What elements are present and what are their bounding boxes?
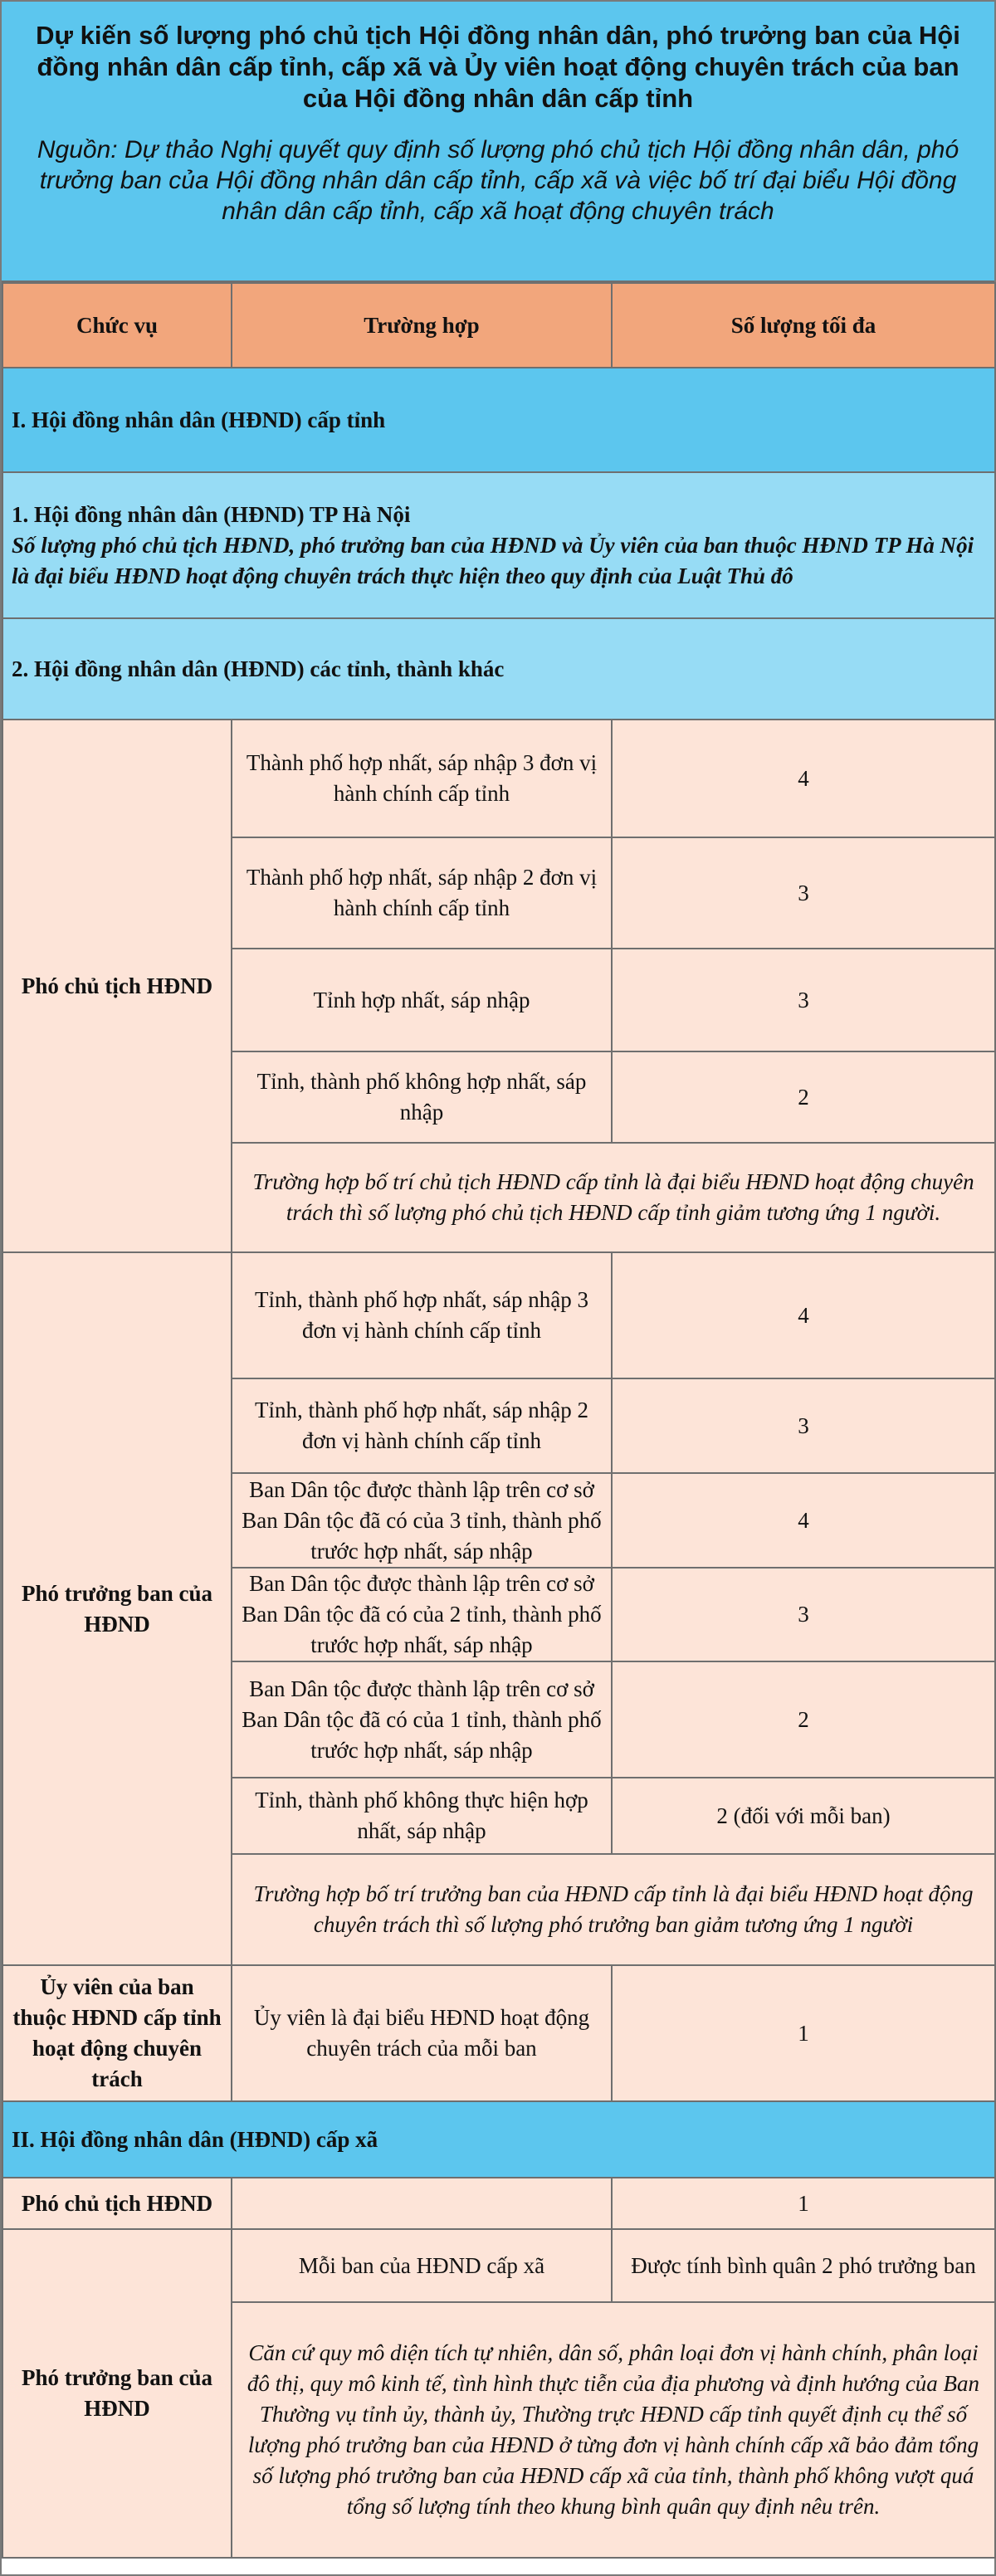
max-cell: 3: [612, 1378, 995, 1473]
role-cell: Phó trưởng ban của HĐND: [2, 1252, 232, 1965]
page-title: Dự kiến số lượng phó chủ tịch Hội đồng nhân dân, phó trưởng ban của Hội đồng nhân dân cấp tỉnh, cấp xã và Ủy viên hoạt động chuyên trách của ban của Hội đồng nhân dân cấp tỉnh: [36, 21, 960, 113]
subsection-hanoi: [2, 472, 995, 618]
note-cell: Trường hợp bố trí chủ tịch HĐND cấp tỉnh là đại biểu HĐND hoạt động chuyên trách thì số lượng phó chủ tịch HĐND cấp tỉnh giảm tương ứng 1 người.: [232, 1143, 995, 1252]
subsection-title: 1. Hội đồng nhân dân (HĐND) TP Hà Nội: [12, 501, 411, 527]
case-cell: Ban Dân tộc được thành lập trên cơ sở Ban Dân tộc đã có của 1 tỉnh, thành phố trước hợp nhất, sáp nhập: [232, 1661, 612, 1778]
header: [2, 2, 994, 282]
table-row: [2, 1252, 995, 1378]
note-cell: Căn cứ quy mô diện tích tự nhiên, dân số, phân loại đơn vị hành chính, phân loại đô thị, quy mô kinh tế, tình hình thực tiễn của địa phương và định hướng của Ban Thường vụ tỉnh ủy, thành ủy, Thường trực HĐND cấp tỉnh quyết định cụ thể số lượng phó trưởng ban của HĐND ở từng đơn vị hành chính cấp xã bảo đảm tổng số lượng phó trưởng ban của HĐND cấp xã của tỉnh, thành phố không vượt quá tổng số lượng tính theo khung bình quân quy định nêu trên.: [232, 2302, 995, 2558]
role-cell: Phó trưởng ban của HĐND: [2, 2229, 232, 2558]
section-row: [2, 2101, 995, 2178]
table-row: [2, 2178, 995, 2229]
max-cell: 3: [612, 1568, 995, 1661]
role-cell: Phó chủ tịch HĐND: [2, 720, 232, 1252]
case-cell: [232, 2178, 612, 2229]
note-cell: Trường hợp bố trí trưởng ban của HĐND cấp tỉnh là đại biểu HĐND hoạt động chuyên trách thì số lượng phó trưởng ban giảm tương ứng 1 người: [232, 1854, 995, 1965]
case-cell: Tỉnh hợp nhất, sáp nhập: [232, 949, 612, 1051]
case-cell: Ban Dân tộc được thành lập trên cơ sở Ban Dân tộc đã có của 3 tỉnh, thành phố trước hợp nhất, sáp nhập: [232, 1473, 612, 1568]
column-header-row: [2, 283, 995, 368]
case-cell: Tỉnh, thành phố không hợp nhất, sáp nhập: [232, 1051, 612, 1143]
column-header-case: Trường hợp: [232, 283, 612, 368]
case-cell: Thành phố hợp nhất, sáp nhập 3 đơn vị hành chính cấp tỉnh: [232, 720, 612, 837]
table-row: [2, 2229, 995, 2302]
max-cell: Được tính bình quân 2 phó trưởng ban: [612, 2229, 995, 2302]
max-cell: 4: [612, 1252, 995, 1378]
case-cell: Tỉnh, thành phố không thực hiện hợp nhất, sáp nhập: [232, 1778, 612, 1854]
source-note: Nguồn: Dự thảo Nghị quyết quy định số lượng phó chủ tịch Hội đồng nhân dân, phó trưởng ban của Hội đồng nhân dân cấp tỉnh, cấp xã và việc bố trí đại biểu Hội đồng nhân dân cấp tỉnh, cấp xã hoạt động chuyên trách: [37, 136, 959, 225]
quota-table: [2, 282, 996, 2559]
case-cell: Thành phố hợp nhất, sáp nhập 2 đơn vị hành chính cấp tỉnh: [232, 837, 612, 949]
case-cell: Ban Dân tộc được thành lập trên cơ sở Ban Dân tộc đã có của 2 tỉnh, thành phố trước hợp nhất, sáp nhập: [232, 1568, 612, 1661]
max-cell: 1: [612, 1965, 995, 2101]
subsection-row: [2, 472, 995, 618]
case-cell: Tỉnh, thành phố hợp nhất, sáp nhập 2 đơn vị hành chính cấp tỉnh: [232, 1378, 612, 1473]
role-cell: Ủy viên của ban thuộc HĐND cấp tỉnh hoạt động chuyên trách: [2, 1965, 232, 2101]
case-cell: Mỗi ban của HĐND cấp xã: [232, 2229, 612, 2302]
column-header-role: Chức vụ: [2, 283, 232, 368]
table-row: [2, 720, 995, 837]
table-row: [2, 1965, 995, 2101]
max-cell: 2: [612, 1661, 995, 1778]
section-row: [2, 368, 995, 472]
max-cell: 4: [612, 1473, 995, 1568]
max-cell: 1: [612, 2178, 995, 2229]
max-cell: 2 (đối với mỗi ban): [612, 1778, 995, 1854]
section-title: I. Hội đồng nhân dân (HĐND) cấp tỉnh: [2, 368, 995, 472]
column-header-max: Số lượng tối đa: [612, 283, 995, 368]
max-cell: 3: [612, 949, 995, 1051]
max-cell: 2: [612, 1051, 995, 1143]
role-cell: Phó chủ tịch HĐND: [2, 2178, 232, 2229]
subsection-title: 2. Hội đồng nhân dân (HĐND) các tỉnh, thành khác: [2, 618, 995, 720]
subsection-row: [2, 618, 995, 720]
case-cell: Ủy viên là đại biểu HĐND hoạt động chuyên trách của mỗi ban: [232, 1965, 612, 2101]
case-cell: Tỉnh, thành phố hợp nhất, sáp nhập 3 đơn vị hành chính cấp tỉnh: [232, 1252, 612, 1378]
section-title: II. Hội đồng nhân dân (HĐND) cấp xã: [2, 2101, 995, 2178]
max-cell: 3: [612, 837, 995, 949]
max-cell: 4: [612, 720, 995, 837]
subsection-note: Số lượng phó chủ tịch HĐND, phó trưởng ban của HĐND và Ủy viên của ban thuộc HĐND TP Hà Nội là đại biểu HĐND hoạt động chuyên trách thực hiện theo quy định của Luật Thủ đô: [12, 532, 974, 588]
